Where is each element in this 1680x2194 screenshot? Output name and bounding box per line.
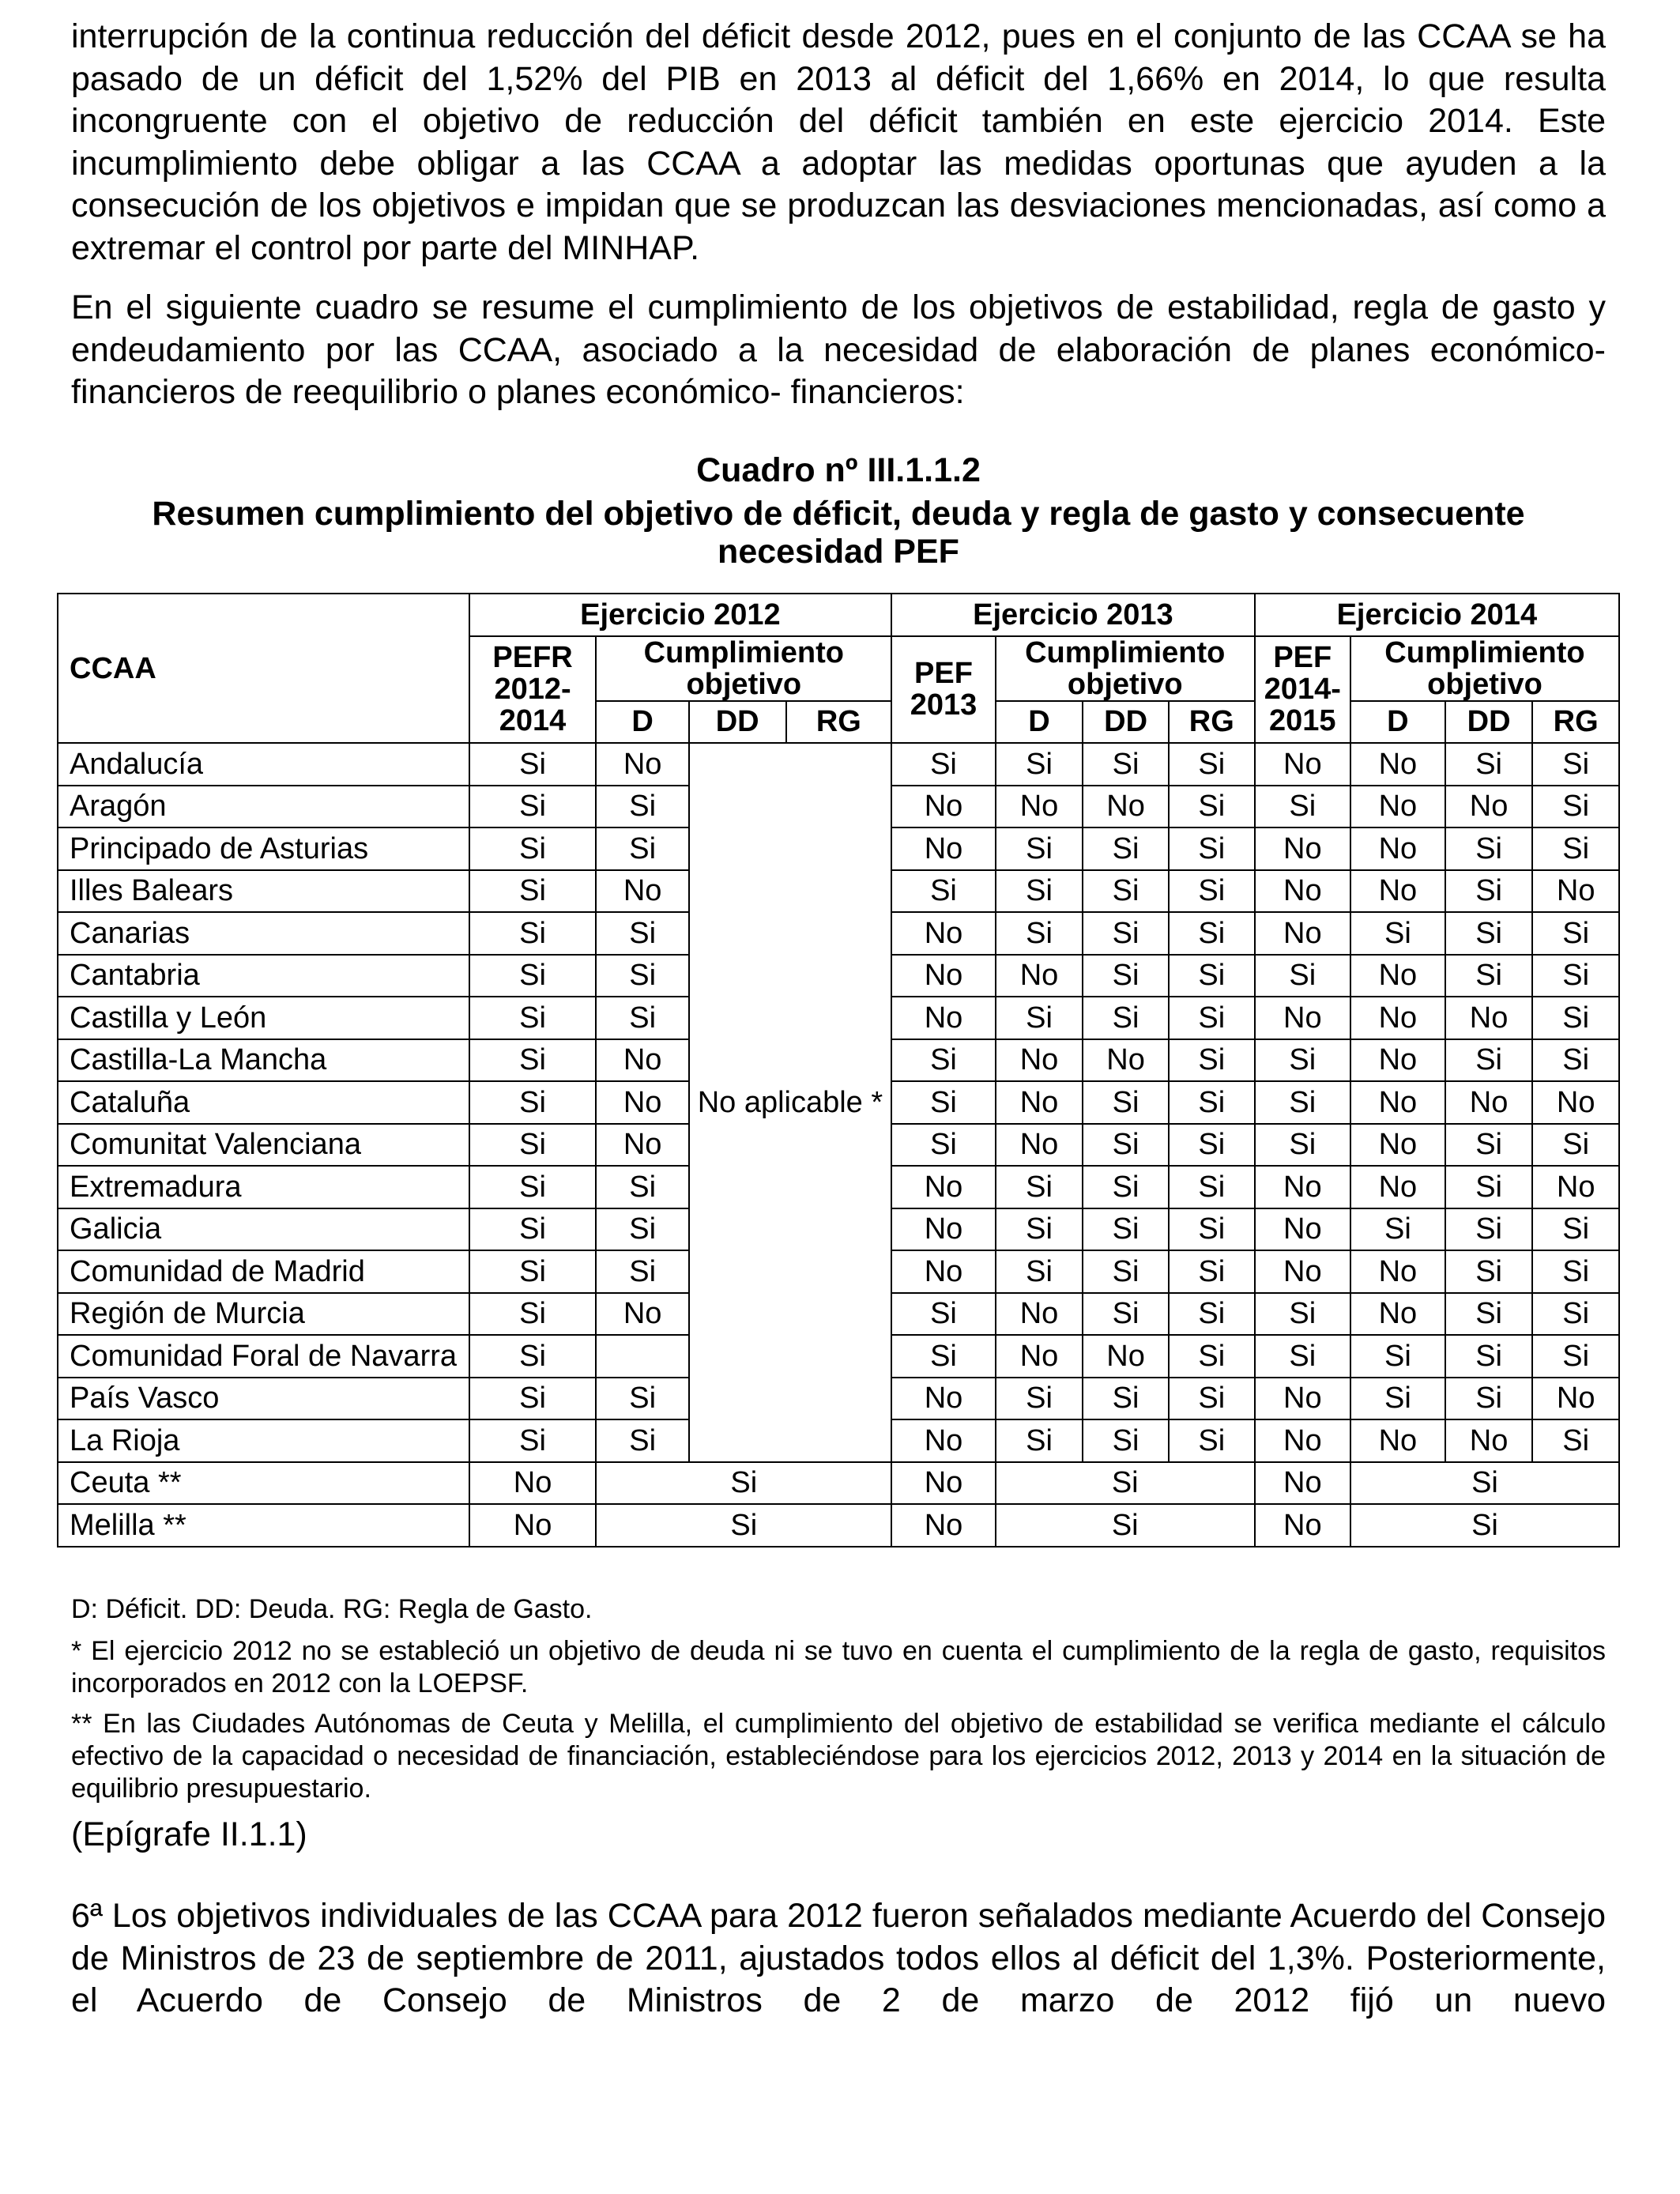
table-cell: Si — [996, 743, 1083, 786]
table-cell: Si — [1169, 1081, 1255, 1124]
table-cell: Si — [1083, 1166, 1169, 1208]
table-cell: Si — [1169, 1039, 1255, 1082]
table-cell: Si — [1532, 743, 1619, 786]
header-rg-2013: RG — [1169, 701, 1255, 744]
table-cell: No — [596, 743, 688, 786]
table-cell: Si — [596, 1208, 688, 1251]
table-cell: Si — [1445, 1124, 1532, 1167]
table-cell: Si — [891, 743, 996, 786]
table-cell: Comunitat Valenciana — [58, 1124, 469, 1167]
table-cell: No — [1350, 1124, 1445, 1167]
table-cell: Si — [1169, 743, 1255, 786]
header-pef-2014: PEF 2014-2015 — [1255, 636, 1350, 744]
table-cell: No — [1532, 1081, 1619, 1124]
table-cell: Si — [891, 870, 996, 913]
document-page — [71, 16, 1606, 571]
header-dd-2012: DD — [689, 701, 786, 744]
table-cell: Si — [996, 1250, 1083, 1293]
table-cell: No — [1445, 1419, 1532, 1462]
table-cell: Si — [596, 786, 688, 828]
table-cell: Si — [1350, 1335, 1445, 1378]
table-cell: Si — [1350, 912, 1445, 955]
table-cell: Canarias — [58, 912, 469, 955]
table-cell: No — [891, 1462, 996, 1505]
table-cell: Si — [1445, 1039, 1532, 1082]
table-cell: Melilla ** — [58, 1504, 469, 1547]
table-cell: No — [1350, 997, 1445, 1039]
table-cell: No — [1350, 827, 1445, 870]
table-cell: No — [1350, 1166, 1445, 1208]
table-cell: Si — [996, 1419, 1083, 1462]
table-cell: No — [1350, 955, 1445, 997]
table-cell: Si — [469, 955, 597, 997]
table-cell: Si — [996, 1504, 1255, 1547]
table-cell: Comunidad de Madrid — [58, 1250, 469, 1293]
table-cell: Si — [1532, 1039, 1619, 1082]
table-cell: No — [1350, 1039, 1445, 1082]
table-cell: Si — [1445, 1335, 1532, 1378]
table-cell: No — [1255, 1419, 1350, 1462]
table-cell: Si — [469, 827, 597, 870]
table-cell: No — [1350, 1081, 1445, 1124]
table-cell: Si — [1445, 912, 1532, 955]
table-cell: Cantabria — [58, 955, 469, 997]
footnote-2: ** En las Ciudades Autónomas de Ceuta y Melilla, el cumplimiento del objetivo de estabilidad se verifica mediante el cálculo efectivo de la capacidad o necesidad de financiación, estableciéndose para los ejercicios 2012, 2013 y 2014 en la situación de equilibrio presupuestario. — [71, 1709, 1606, 1804]
table-number: Cuadro nº III.1.1.2 — [696, 450, 981, 489]
table-cell: Si — [1169, 1335, 1255, 1378]
table-title: Resumen cumplimiento del objetivo de déficit, deuda y regla de gasto y consecuente necesidad PEF — [152, 494, 1525, 571]
table-cell: Si — [891, 1124, 996, 1167]
table-cell: Si — [469, 1419, 597, 1462]
table-cell: No — [1532, 1378, 1619, 1420]
table-cell: Si — [891, 1293, 996, 1336]
table-cell: No — [891, 955, 996, 997]
table-cell: No — [996, 786, 1083, 828]
no-aplicable-cell: No aplicable * — [689, 743, 891, 1462]
table-cell: No — [1350, 743, 1445, 786]
table-cell: Si — [1350, 1378, 1445, 1420]
table-body — [58, 743, 1619, 1547]
table-cell: Si — [1532, 1250, 1619, 1293]
table-cell: Si — [469, 1293, 597, 1336]
table-cell: No — [1083, 786, 1169, 828]
table-cell: Si — [1169, 786, 1255, 828]
table-notes — [71, 1593, 1606, 1805]
table-row — [58, 1462, 1619, 1505]
table-cell: Si — [1083, 870, 1169, 913]
table-cell: No — [1445, 1081, 1532, 1124]
bottom-paragraph: 6ª Los objetivos individuales de las CCAA para 2012 fueron señalados mediante Acuerdo del Consejo de Ministros de 23 de septiembre de 2011, ajustados todos ellos al déficit del 1,3%. Posteriormente, el Acuerdo de Consejo de Ministros de 2 de marzo de 2012 fijó un nuevo — [71, 1897, 1606, 2019]
table-cell: Si — [996, 1378, 1083, 1420]
table-cell: Si — [469, 1081, 597, 1124]
table-cell: Si — [1083, 1293, 1169, 1336]
table-cell: Si — [891, 1335, 996, 1378]
table-cell: Si — [996, 1166, 1083, 1208]
table-cell: No — [596, 1124, 688, 1167]
table-cell: Si — [1255, 786, 1350, 828]
table-cell: Si — [1083, 1208, 1169, 1251]
table-cell: No — [996, 1039, 1083, 1082]
table-cell: Si — [1350, 1462, 1619, 1505]
table-cell: No — [1083, 1335, 1169, 1378]
table-cell: Ceuta ** — [58, 1462, 469, 1505]
table-cell: Si — [1445, 1293, 1532, 1336]
table-cell: Si — [469, 912, 597, 955]
table-cell: No — [891, 1378, 996, 1420]
table-cell: Si — [1083, 827, 1169, 870]
table-cell: No — [469, 1504, 597, 1547]
table-cell: La Rioja — [58, 1419, 469, 1462]
table-cell: Si — [996, 870, 1083, 913]
table-cell: Si — [596, 1378, 688, 1420]
table-cell: No — [1350, 1293, 1445, 1336]
header-d-2013: D — [996, 701, 1083, 744]
table-cell: Si — [1169, 997, 1255, 1039]
table-cell: Comunidad Foral de Navarra — [58, 1335, 469, 1378]
table-cell: Si — [1532, 786, 1619, 828]
table-cell: Si — [469, 1124, 597, 1167]
table-cell: Si — [1083, 955, 1169, 997]
table-cell: Si — [596, 997, 688, 1039]
table-cell: Si — [1255, 1039, 1350, 1082]
table-cell: Si — [469, 743, 597, 786]
table-cell: No — [1350, 870, 1445, 913]
table-cell: No — [1255, 827, 1350, 870]
table-cell: Si — [596, 1462, 891, 1505]
table-cell: No — [996, 1293, 1083, 1336]
table-cell: Castilla y León — [58, 997, 469, 1039]
table-cell: Si — [1532, 1124, 1619, 1167]
intro-paragraph-1: interrupción de la continua reducción del déficit desde 2012, pues en el conjunto de las CCAA se ha pasado de un déficit del 1,52% del PIB en 2013 al déficit del 1,66% en 2014, lo que resulta incongruente con el objetivo de reducción del déficit también en este ejercicio 2014. Este incumplimiento debe obligar a las CCAA a adoptar las medidas oportunas que ayuden a la consecución de los objetivos e impidan que se produzcan las desviaciones mencionadas, así como a extremar el control por parte del MINHAP. — [71, 17, 1606, 267]
table-cell: Si — [469, 1378, 597, 1420]
table-cell: Si — [596, 912, 688, 955]
table-cell: Si — [1255, 1124, 1350, 1167]
table-cell: Si — [596, 1250, 688, 1293]
table-cell: Región de Murcia — [58, 1293, 469, 1336]
table-cell: Si — [1083, 997, 1169, 1039]
table-cell: No — [1255, 912, 1350, 955]
table-cell: Si — [1255, 1335, 1350, 1378]
table-cell: Si — [1445, 1208, 1532, 1251]
table-cell: Si — [1350, 1504, 1619, 1547]
table-cell: No — [891, 1250, 996, 1293]
table-cell: Si — [1445, 1166, 1532, 1208]
table-cell: Si — [996, 827, 1083, 870]
header-ejercicio-2012: Ejercicio 2012 — [469, 594, 892, 636]
table-cell: No — [1532, 870, 1619, 913]
table-cell: Si — [1532, 1419, 1619, 1462]
table-cell: Si — [469, 786, 597, 828]
table-cell: Si — [1532, 997, 1619, 1039]
table-cell: No — [1255, 1166, 1350, 1208]
table-cell: Si — [1083, 912, 1169, 955]
table-cell: Si — [1169, 1124, 1255, 1167]
table-cell: Si — [1445, 870, 1532, 913]
table-cell: Si — [1532, 827, 1619, 870]
header-pef-2013: PEF 2013 — [891, 636, 996, 744]
table-cell: No — [1083, 1039, 1169, 1082]
table-cell: No — [1255, 1462, 1350, 1505]
header-dd-2014: DD — [1445, 701, 1532, 744]
table-cell: No — [1255, 1208, 1350, 1251]
table-cell: País Vasco — [58, 1378, 469, 1420]
table-cell: No — [1255, 1504, 1350, 1547]
table-cell: No — [1350, 1419, 1445, 1462]
table-cell: Si — [891, 1039, 996, 1082]
table-cell — [596, 1335, 688, 1378]
table-cell: Si — [469, 1166, 597, 1208]
table-cell: Galicia — [58, 1208, 469, 1251]
table-cell: Si — [1169, 827, 1255, 870]
table-cell: Si — [1255, 1081, 1350, 1124]
summary-table — [57, 593, 1620, 1547]
table-cell: Extremadura — [58, 1166, 469, 1208]
table-cell: Si — [1445, 1378, 1532, 1420]
table-cell: Si — [469, 1250, 597, 1293]
table-cell: Si — [996, 912, 1083, 955]
table-cell: No — [891, 1419, 996, 1462]
table-cell: Si — [1532, 1335, 1619, 1378]
table-cell: Si — [469, 870, 597, 913]
header-rg-2014: RG — [1532, 701, 1619, 744]
table-cell: Si — [596, 1419, 688, 1462]
table-row — [58, 743, 1619, 786]
table-row — [58, 1504, 1619, 1547]
header-ccaa: CCAA — [58, 594, 469, 743]
header-d-2014: D — [1350, 701, 1445, 744]
table-cell: Si — [1169, 912, 1255, 955]
header-cumplimiento-2014: Cumplimiento objetivo — [1350, 636, 1619, 701]
footnote-1: * El ejercicio 2012 no se estableció un objetivo de deuda ni se tuvo en cuenta el cumplimiento de la regla de gasto, requisitos incorporados en 2012 con la LOEPSF. — [71, 1636, 1606, 1698]
table-cell: No — [469, 1462, 597, 1505]
table-cell: No — [1532, 1166, 1619, 1208]
header-pefr-2012: PEFR 2012-2014 — [469, 636, 597, 744]
table-cell: No — [996, 955, 1083, 997]
table-cell: Si — [1083, 1419, 1169, 1462]
table-cell: Illes Balears — [58, 870, 469, 913]
table-cell: Si — [1350, 1208, 1445, 1251]
table-cell: No — [996, 1124, 1083, 1167]
header-rg-2012: RG — [786, 701, 892, 744]
table-cell: No — [596, 1039, 688, 1082]
table-cell: Si — [1532, 955, 1619, 997]
table-cell: Si — [1169, 1250, 1255, 1293]
table-cell: Si — [596, 827, 688, 870]
table-cell: No — [1255, 743, 1350, 786]
table-cell: Principado de Asturias — [58, 827, 469, 870]
table-cell: Si — [1445, 955, 1532, 997]
table-cell: Si — [1083, 1378, 1169, 1420]
header-ejercicio-2013: Ejercicio 2013 — [891, 594, 1255, 636]
table-cell: Si — [1083, 1124, 1169, 1167]
table-cell: No — [891, 997, 996, 1039]
header-ejercicio-2014: Ejercicio 2014 — [1255, 594, 1619, 636]
table-cell: No — [891, 786, 996, 828]
table-cell: Si — [1445, 743, 1532, 786]
table-cell: No — [596, 870, 688, 913]
header-dd-2013: DD — [1083, 701, 1169, 744]
table-cell: No — [891, 827, 996, 870]
table-cell: Si — [1169, 1208, 1255, 1251]
table-cell: Si — [1532, 912, 1619, 955]
table-cell: No — [1445, 786, 1532, 828]
table-cell: No — [996, 1081, 1083, 1124]
table-cell: Si — [596, 955, 688, 997]
table-cell: Si — [891, 1081, 996, 1124]
table-cell: Si — [596, 1504, 891, 1547]
table-cell: Si — [469, 1208, 597, 1251]
header-cumplimiento-2012: Cumplimiento objetivo — [596, 636, 891, 701]
table-cell: Andalucía — [58, 743, 469, 786]
header-d-2012: D — [596, 701, 688, 744]
table-cell: No — [1255, 997, 1350, 1039]
table-cell: No — [596, 1293, 688, 1336]
table-cell: No — [891, 1504, 996, 1547]
table-cell: Si — [596, 1166, 688, 1208]
table-cell: Castilla-La Mancha — [58, 1039, 469, 1082]
table-cell: Si — [1169, 1378, 1255, 1420]
table-cell: Si — [1255, 1293, 1350, 1336]
table-cell: Si — [469, 1039, 597, 1082]
table-cell: Si — [1169, 870, 1255, 913]
table-cell: Si — [1083, 1250, 1169, 1293]
table-cell: Si — [996, 997, 1083, 1039]
table-cell: No — [1255, 870, 1350, 913]
table-cell: Si — [1255, 955, 1350, 997]
table-cell: Si — [996, 1208, 1083, 1251]
table-cell: No — [1445, 997, 1532, 1039]
table-cell: No — [1255, 1378, 1350, 1420]
table-cell: Si — [1169, 1293, 1255, 1336]
intro-paragraph-2: En el siguiente cuadro se resume el cumplimiento de los objetivos de estabilidad, regla de gasto y endeudamiento por las CCAA, asociado a la necesidad de elaboración de planes económico-financieros de reequilibrio o planes económico- financieros: — [71, 288, 1606, 411]
table-cell: Si — [469, 997, 597, 1039]
table-cell: Si — [1083, 1081, 1169, 1124]
table-cell: Si — [1445, 1250, 1532, 1293]
table-cell: No — [1350, 786, 1445, 828]
legend-note: D: Déficit. DD: Deuda. RG: Regla de Gasto. — [71, 1594, 593, 1624]
table-cell: No — [1350, 1250, 1445, 1293]
table-cell: Si — [996, 1462, 1255, 1505]
header-cumplimiento-2013: Cumplimiento objetivo — [996, 636, 1255, 701]
table-cell: No — [1255, 1250, 1350, 1293]
table-cell: Aragón — [58, 786, 469, 828]
table-cell: No — [996, 1335, 1083, 1378]
epigrafe-reference: (Epígrafe II.1.1) — [71, 1815, 307, 1853]
table-cell: Si — [469, 1335, 597, 1378]
table-cell: Si — [1169, 1166, 1255, 1208]
table-cell: No — [891, 1208, 996, 1251]
table-cell: Cataluña — [58, 1081, 469, 1124]
table-cell: No — [596, 1081, 688, 1124]
table-cell: Si — [1532, 1293, 1619, 1336]
table-cell: Si — [1169, 955, 1255, 997]
table-cell: Si — [1445, 827, 1532, 870]
table-cell: No — [891, 912, 996, 955]
table-cell: Si — [1169, 1419, 1255, 1462]
table-cell: Si — [1532, 1208, 1619, 1251]
table-cell: No — [891, 1166, 996, 1208]
table-cell: Si — [1083, 743, 1169, 786]
